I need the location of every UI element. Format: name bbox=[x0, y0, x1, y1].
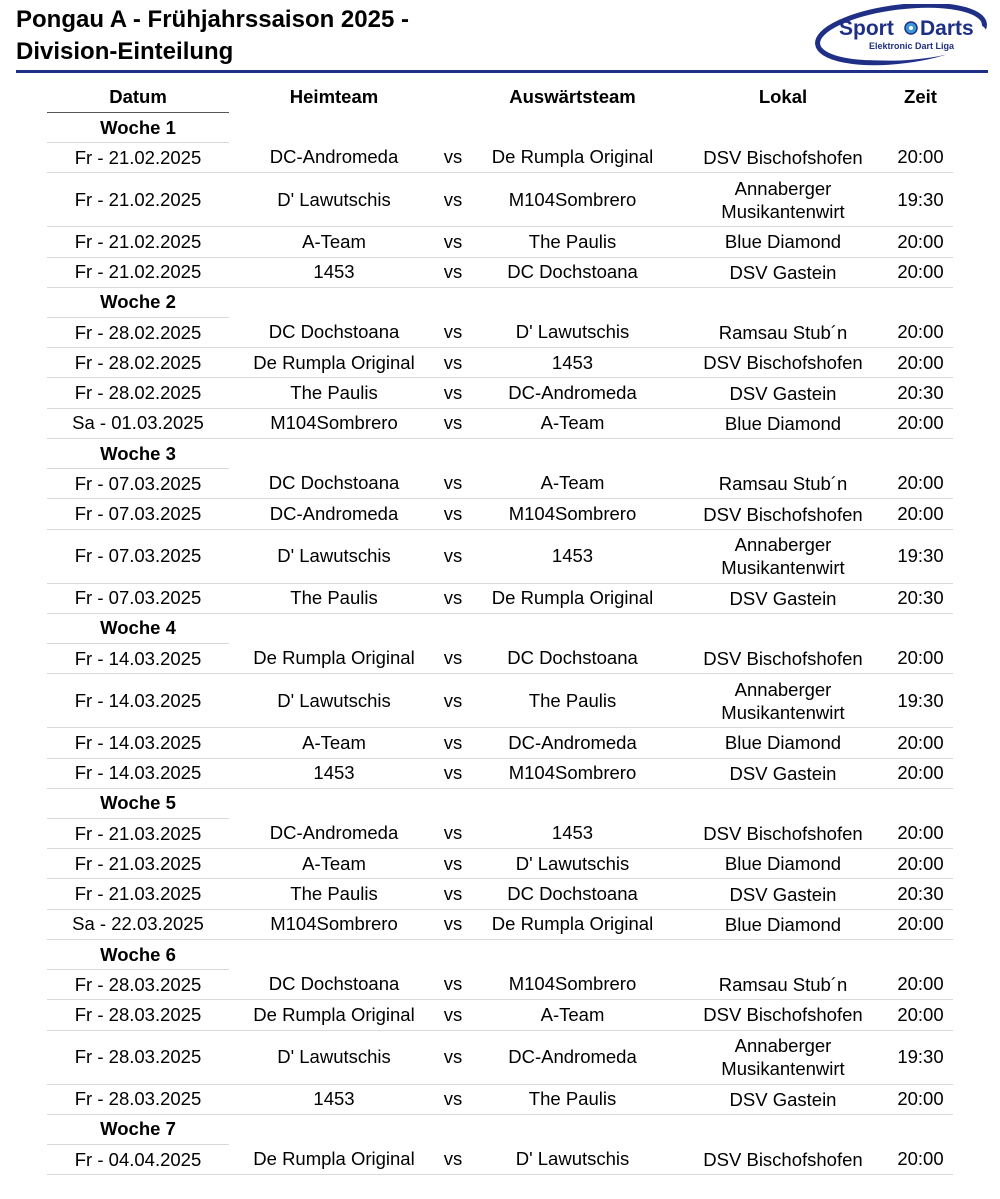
match-time: 20:00 bbox=[888, 849, 953, 879]
match-time: 20:30 bbox=[888, 583, 953, 613]
week-label: Woche 3 bbox=[47, 439, 229, 469]
match-row bbox=[47, 643, 953, 673]
venue bbox=[678, 674, 888, 728]
vs-label: vs bbox=[439, 378, 467, 408]
vs-label: vs bbox=[439, 529, 467, 583]
venue: DSV Bischofshofen bbox=[678, 499, 888, 529]
match-time: 20:00 bbox=[888, 1000, 953, 1030]
home-team: DC-Andromeda bbox=[229, 499, 439, 529]
week-label: Woche 7 bbox=[47, 1114, 229, 1144]
venue bbox=[678, 1030, 888, 1084]
match-date: Fr - 21.03.2025 bbox=[47, 879, 229, 909]
venue-line-2: Musikantenwirt bbox=[721, 701, 845, 723]
logo-word-darts: Darts bbox=[920, 17, 974, 40]
match-time: 19:30 bbox=[888, 674, 953, 728]
match-row bbox=[47, 674, 953, 728]
week-header-row bbox=[47, 613, 953, 643]
away-team: D' Lawutschis bbox=[467, 317, 678, 347]
match-row bbox=[47, 1084, 953, 1114]
match-date: Fr - 28.02.2025 bbox=[47, 378, 229, 408]
venue: DSV Gastein bbox=[678, 1084, 888, 1114]
match-time: 20:00 bbox=[888, 257, 953, 287]
match-date: Sa - 01.03.2025 bbox=[47, 408, 229, 438]
home-team: The Paulis bbox=[229, 378, 439, 408]
match-date: Fr - 21.02.2025 bbox=[47, 143, 229, 173]
vs-label: vs bbox=[439, 1084, 467, 1114]
column-header-venue: Lokal bbox=[758, 86, 808, 108]
home-team: DC Dochstoana bbox=[229, 469, 439, 499]
vs-label: vs bbox=[439, 499, 467, 529]
vs-label: vs bbox=[439, 674, 467, 728]
home-team: A-Team bbox=[229, 728, 439, 758]
match-row bbox=[47, 257, 953, 287]
venue-line-2: Musikantenwirt bbox=[721, 200, 845, 222]
week-header-row bbox=[47, 287, 953, 317]
venue: Blue Diamond bbox=[678, 909, 888, 939]
home-team: D' Lawutschis bbox=[229, 529, 439, 583]
week-label: Woche 2 bbox=[47, 287, 229, 317]
venue bbox=[678, 529, 888, 583]
venue: Ramsau Stub´n bbox=[678, 970, 888, 1000]
away-team: M104Sombrero bbox=[467, 758, 678, 788]
logo-tagline: Elektronic Dart Liga bbox=[869, 41, 955, 51]
away-team: De Rumpla Original bbox=[467, 909, 678, 939]
match-row bbox=[47, 758, 953, 788]
match-time: 20:00 bbox=[888, 1144, 953, 1174]
away-team: DC Dochstoana bbox=[467, 257, 678, 287]
vs-label: vs bbox=[439, 583, 467, 613]
match-date: Fr - 21.03.2025 bbox=[47, 849, 229, 879]
venue-line-1: Annaberger bbox=[734, 678, 832, 700]
match-date: Fr - 07.03.2025 bbox=[47, 499, 229, 529]
week-label: Woche 5 bbox=[47, 788, 229, 818]
match-time: 20:00 bbox=[888, 143, 953, 173]
vs-label: vs bbox=[439, 227, 467, 257]
match-row bbox=[47, 469, 953, 499]
match-date: Fr - 14.03.2025 bbox=[47, 643, 229, 673]
week-label: Woche 1 bbox=[47, 113, 229, 143]
page-title bbox=[16, 4, 409, 68]
home-team: 1453 bbox=[229, 758, 439, 788]
home-team: DC-Andromeda bbox=[229, 818, 439, 848]
header-divider bbox=[16, 70, 988, 73]
match-date: Fr - 21.02.2025 bbox=[47, 227, 229, 257]
home-team: 1453 bbox=[229, 1084, 439, 1114]
match-time: 20:00 bbox=[888, 227, 953, 257]
venue: Ramsau Stub´n bbox=[678, 469, 888, 499]
venue: DSV Gastein bbox=[678, 879, 888, 909]
match-row bbox=[47, 879, 953, 909]
home-team: D' Lawutschis bbox=[229, 173, 439, 227]
column-header-away: Auswärtsteam bbox=[509, 86, 636, 108]
away-team: A-Team bbox=[467, 408, 678, 438]
home-team: A-Team bbox=[229, 849, 439, 879]
match-date: Fr - 28.03.2025 bbox=[47, 1030, 229, 1084]
home-team: De Rumpla Original bbox=[229, 348, 439, 378]
venue: Blue Diamond bbox=[678, 408, 888, 438]
vs-label: vs bbox=[439, 173, 467, 227]
match-date: Sa - 22.03.2025 bbox=[47, 909, 229, 939]
week-header-row bbox=[47, 1114, 953, 1144]
match-date: Fr - 14.03.2025 bbox=[47, 674, 229, 728]
match-row bbox=[47, 849, 953, 879]
match-date: Fr - 14.03.2025 bbox=[47, 728, 229, 758]
away-team: 1453 bbox=[467, 818, 678, 848]
match-time: 20:00 bbox=[888, 909, 953, 939]
away-team: M104Sombrero bbox=[467, 970, 678, 1000]
vs-label: vs bbox=[439, 143, 467, 173]
match-date: Fr - 14.03.2025 bbox=[47, 758, 229, 788]
match-date: Fr - 28.03.2025 bbox=[47, 1084, 229, 1114]
vs-label: vs bbox=[439, 469, 467, 499]
match-date: Fr - 28.03.2025 bbox=[47, 1000, 229, 1030]
home-team: De Rumpla Original bbox=[229, 1144, 439, 1174]
column-header-date: Datum bbox=[47, 82, 229, 113]
match-date: Fr - 28.02.2025 bbox=[47, 348, 229, 378]
match-row bbox=[47, 1030, 953, 1084]
home-team: De Rumpla Original bbox=[229, 1000, 439, 1030]
column-header-time: Zeit bbox=[904, 86, 937, 108]
week-row-spacer bbox=[229, 1114, 953, 1144]
match-time: 19:30 bbox=[888, 1030, 953, 1084]
match-time: 20:00 bbox=[888, 818, 953, 848]
away-team: The Paulis bbox=[467, 674, 678, 728]
week-row-spacer bbox=[229, 940, 953, 970]
match-date: Fr - 21.02.2025 bbox=[47, 257, 229, 287]
venue: DSV Gastein bbox=[678, 378, 888, 408]
venue bbox=[678, 173, 888, 227]
match-row bbox=[47, 317, 953, 347]
page-title-line-2: Division-Einteilung bbox=[16, 38, 234, 65]
match-time: 20:00 bbox=[888, 348, 953, 378]
match-row bbox=[47, 173, 953, 227]
match-time: 20:00 bbox=[888, 758, 953, 788]
away-team: M104Sombrero bbox=[467, 173, 678, 227]
venue: Ramsau Stub´n bbox=[678, 317, 888, 347]
match-date: Fr - 07.03.2025 bbox=[47, 469, 229, 499]
match-time: 20:00 bbox=[888, 1084, 953, 1114]
match-time: 20:00 bbox=[888, 408, 953, 438]
vs-label: vs bbox=[439, 728, 467, 758]
match-time: 20:00 bbox=[888, 499, 953, 529]
home-team: D' Lawutschis bbox=[229, 1030, 439, 1084]
match-row bbox=[47, 499, 953, 529]
home-team: D' Lawutschis bbox=[229, 674, 439, 728]
away-team: De Rumpla Original bbox=[467, 143, 678, 173]
match-row bbox=[47, 227, 953, 257]
away-team: DC-Andromeda bbox=[467, 728, 678, 758]
week-row-spacer bbox=[229, 439, 953, 469]
home-team: A-Team bbox=[229, 227, 439, 257]
vs-label: vs bbox=[439, 1030, 467, 1084]
away-team: DC Dochstoana bbox=[467, 643, 678, 673]
venue: DSV Bischofshofen bbox=[678, 643, 888, 673]
venue: Blue Diamond bbox=[678, 849, 888, 879]
match-row bbox=[47, 348, 953, 378]
vs-label: vs bbox=[439, 1000, 467, 1030]
venue: DSV Bischofshofen bbox=[678, 818, 888, 848]
match-time: 19:30 bbox=[888, 529, 953, 583]
match-time: 19:30 bbox=[888, 173, 953, 227]
week-header-row bbox=[47, 788, 953, 818]
home-team: DC-Andromeda bbox=[229, 143, 439, 173]
week-row-spacer bbox=[229, 788, 953, 818]
venue-line-1: Annaberger bbox=[734, 1035, 832, 1057]
week-header-row bbox=[47, 439, 953, 469]
week-label: Woche 6 bbox=[47, 940, 229, 970]
home-team: The Paulis bbox=[229, 583, 439, 613]
vs-label: vs bbox=[439, 909, 467, 939]
home-team: The Paulis bbox=[229, 879, 439, 909]
away-team: 1453 bbox=[467, 348, 678, 378]
match-row bbox=[47, 728, 953, 758]
match-row bbox=[47, 583, 953, 613]
vs-label: vs bbox=[439, 317, 467, 347]
vs-label: vs bbox=[439, 643, 467, 673]
match-row bbox=[47, 909, 953, 939]
home-team: DC Dochstoana bbox=[229, 317, 439, 347]
match-time: 20:30 bbox=[888, 879, 953, 909]
match-date: Fr - 28.02.2025 bbox=[47, 317, 229, 347]
match-date: Fr - 28.03.2025 bbox=[47, 970, 229, 1000]
page-title-line-1: Pongau A - Frühjahrssaison 2025 - bbox=[16, 6, 409, 33]
venue: DSV Bischofshofen bbox=[678, 348, 888, 378]
away-team: DC Dochstoana bbox=[467, 879, 678, 909]
away-team: 1453 bbox=[467, 529, 678, 583]
vs-label: vs bbox=[439, 818, 467, 848]
venue-line-1: Annaberger bbox=[734, 177, 832, 199]
away-team: A-Team bbox=[467, 1000, 678, 1030]
week-row-spacer bbox=[229, 113, 953, 143]
match-row bbox=[47, 1000, 953, 1030]
match-row bbox=[47, 1144, 953, 1174]
home-team: De Rumpla Original bbox=[229, 643, 439, 673]
venue: DSV Gastein bbox=[678, 758, 888, 788]
venue-line-1: Annaberger bbox=[734, 534, 832, 556]
away-team: DC-Andromeda bbox=[467, 378, 678, 408]
venue: DSV Bischofshofen bbox=[678, 143, 888, 173]
venue-line-2: Musikantenwirt bbox=[721, 1058, 845, 1080]
vs-label: vs bbox=[439, 970, 467, 1000]
venue: DSV Gastein bbox=[678, 257, 888, 287]
match-row bbox=[47, 970, 953, 1000]
sportdarts-logo bbox=[815, 4, 991, 66]
week-label: Woche 4 bbox=[47, 613, 229, 643]
match-time: 20:30 bbox=[888, 378, 953, 408]
week-row-spacer bbox=[229, 287, 953, 317]
match-time: 20:00 bbox=[888, 469, 953, 499]
away-team: De Rumpla Original bbox=[467, 583, 678, 613]
vs-label: vs bbox=[439, 879, 467, 909]
column-header-vs bbox=[439, 82, 467, 113]
match-row bbox=[47, 529, 953, 583]
schedule-table bbox=[47, 82, 953, 1175]
away-team: The Paulis bbox=[467, 1084, 678, 1114]
away-team: The Paulis bbox=[467, 227, 678, 257]
column-header-home: Heimteam bbox=[289, 86, 379, 108]
venue: Blue Diamond bbox=[678, 728, 888, 758]
match-date: Fr - 07.03.2025 bbox=[47, 583, 229, 613]
away-team: M104Sombrero bbox=[467, 499, 678, 529]
match-date: Fr - 07.03.2025 bbox=[47, 529, 229, 583]
match-row bbox=[47, 818, 953, 848]
vs-label: vs bbox=[439, 1144, 467, 1174]
schedule-body bbox=[47, 113, 953, 1175]
home-team: DC Dochstoana bbox=[229, 970, 439, 1000]
match-row bbox=[47, 143, 953, 173]
match-row bbox=[47, 408, 953, 438]
table-header-row bbox=[47, 82, 953, 113]
logo-word-sport: Sport bbox=[839, 17, 894, 40]
venue-line-2: Musikantenwirt bbox=[721, 557, 845, 579]
match-date: Fr - 21.02.2025 bbox=[47, 173, 229, 227]
away-team: D' Lawutschis bbox=[467, 849, 678, 879]
home-team: M104Sombrero bbox=[229, 909, 439, 939]
vs-label: vs bbox=[439, 758, 467, 788]
away-team: DC-Andromeda bbox=[467, 1030, 678, 1084]
week-header-row bbox=[47, 940, 953, 970]
match-row bbox=[47, 378, 953, 408]
venue: DSV Gastein bbox=[678, 583, 888, 613]
vs-label: vs bbox=[439, 408, 467, 438]
venue: DSV Bischofshofen bbox=[678, 1000, 888, 1030]
match-time: 20:00 bbox=[888, 643, 953, 673]
match-date: Fr - 21.03.2025 bbox=[47, 818, 229, 848]
vs-label: vs bbox=[439, 348, 467, 378]
week-row-spacer bbox=[229, 613, 953, 643]
venue: Blue Diamond bbox=[678, 227, 888, 257]
home-team: M104Sombrero bbox=[229, 408, 439, 438]
match-date: Fr - 04.04.2025 bbox=[47, 1144, 229, 1174]
away-team: A-Team bbox=[467, 469, 678, 499]
vs-label: vs bbox=[439, 849, 467, 879]
vs-label: vs bbox=[439, 257, 467, 287]
week-header-row bbox=[47, 113, 953, 143]
match-time: 20:00 bbox=[888, 317, 953, 347]
venue: DSV Bischofshofen bbox=[678, 1144, 888, 1174]
match-time: 20:00 bbox=[888, 728, 953, 758]
match-time: 20:00 bbox=[888, 970, 953, 1000]
home-team: 1453 bbox=[229, 257, 439, 287]
away-team: D' Lawutschis bbox=[467, 1144, 678, 1174]
